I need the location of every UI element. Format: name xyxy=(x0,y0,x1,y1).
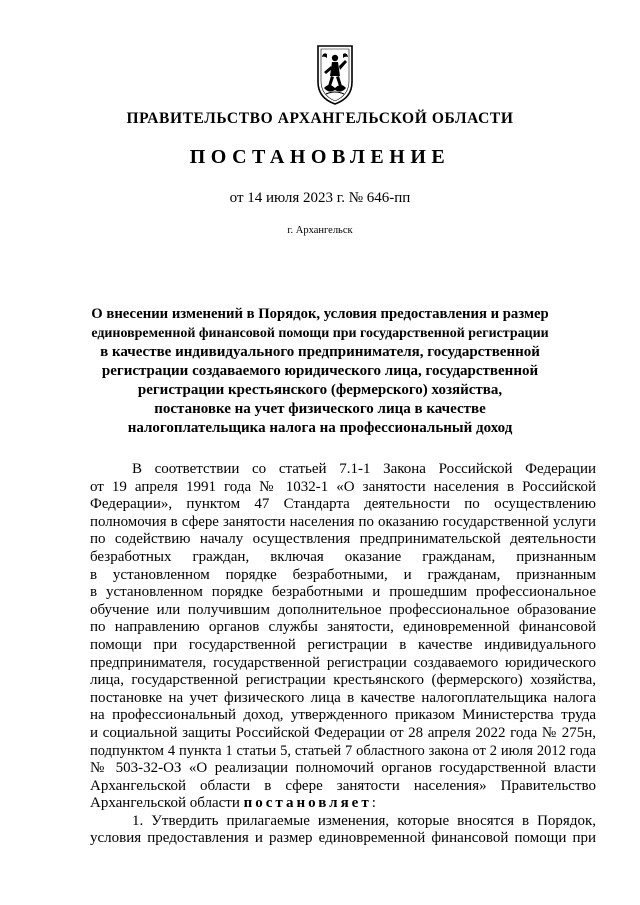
body-line: обучение или получившим дополнительное профессиональное образование xyxy=(90,601,596,618)
resolve-suffix: : xyxy=(371,795,376,812)
body-line: и социальной защиты Российской Федерации от 28 апреля 2022 года № 275н, xyxy=(90,724,596,741)
body-line: от 19 апреля 1991 года № 1032-1 «О занятости населения в Российской xyxy=(90,478,596,495)
item-1-line: условия предоставления и размер единовременной финансовой помощи при xyxy=(90,830,596,847)
body-line: № 503-32-ОЗ «О реализации полномочий органов государственной власти xyxy=(90,760,596,777)
body-line: постановке на учет физического лица в качестве налогоплательщика налога xyxy=(90,689,596,706)
body-line: по направлению органов службы занятости, единовременной финансовой xyxy=(90,619,596,636)
preamble-paragraph xyxy=(90,461,596,848)
body-line: безработных граждан, включая оказание гражданам, признанным xyxy=(90,548,596,565)
resolve-line xyxy=(90,795,596,813)
body-line: Архангельской области в сфере занятости населения» Правительство xyxy=(90,777,596,794)
title-line: налогоплательщика налога на профессиональный доход xyxy=(127,420,513,436)
document-type: ПОСТАНОВЛЕНИЕ xyxy=(189,146,451,168)
resolve-prefix: Архангельской области xyxy=(90,795,244,812)
government-name: ПРАВИТЕЛЬСТВО АРХАНГЕЛЬСКОЙ ОБЛАСТИ xyxy=(126,110,514,127)
body-line: на профессиональный доход, утвержденного приказом Министерства труда xyxy=(90,707,596,724)
document-title xyxy=(90,305,550,438)
body-line: предпринимателя, государственной регистрации создаваемого юридического xyxy=(90,654,596,671)
body-line: подпунктом 4 пункта 1 статьи 5, статьей 7 областного закона от 2 июля 2012 года xyxy=(90,742,596,759)
body-line: помощи при государственной регистрации в качестве индивидуального xyxy=(90,636,596,653)
body-line: полномочия в сфере занятости населения по оказанию государственной услуги xyxy=(90,513,596,530)
document-city: г. Архангельск xyxy=(287,225,353,236)
item-1-line: 1. Утвердить прилагаемые изменения, которые вносятся в Порядок, xyxy=(132,812,596,829)
coat-of-arms-emblem xyxy=(314,44,356,106)
title-line: регистрации крестьянского (фермерского) хозяйства, xyxy=(137,382,503,398)
document-date-number: от 14 июля 2023 г. № 646-пп xyxy=(229,190,411,206)
body-line: В соответствии со статьей 7.1-1 Закона Российской Федерации xyxy=(132,461,596,477)
resolve-word: постановляет xyxy=(243,795,372,812)
body-line: по содействию началу осуществления предпринимательской деятельности xyxy=(90,531,596,548)
body-line: Федерации», пунктом 47 Стандарта деятельности по осуществлению xyxy=(90,496,596,513)
body-line: лица, государственной регистрации крестьянского (фермерского) хозяйства, xyxy=(90,672,596,689)
title-line: в качестве индивидуального предпринимателя, государственной xyxy=(100,344,540,360)
title-line: О внесении изменений в Порядок, условия предоставления и размер xyxy=(91,306,549,322)
body-line: в установленном порядке безработными, и гражданам, признанным xyxy=(90,566,596,583)
title-line: постановке на учет физического лица в качестве xyxy=(154,401,486,417)
body-line: в установленном порядке безработными и прошедшим профессиональное xyxy=(90,584,596,601)
title-line: регистрации создаваемого юридического лица, государственной xyxy=(101,363,539,379)
title-line: единовременной финансовой помощи при государственной регистрации xyxy=(91,326,549,341)
